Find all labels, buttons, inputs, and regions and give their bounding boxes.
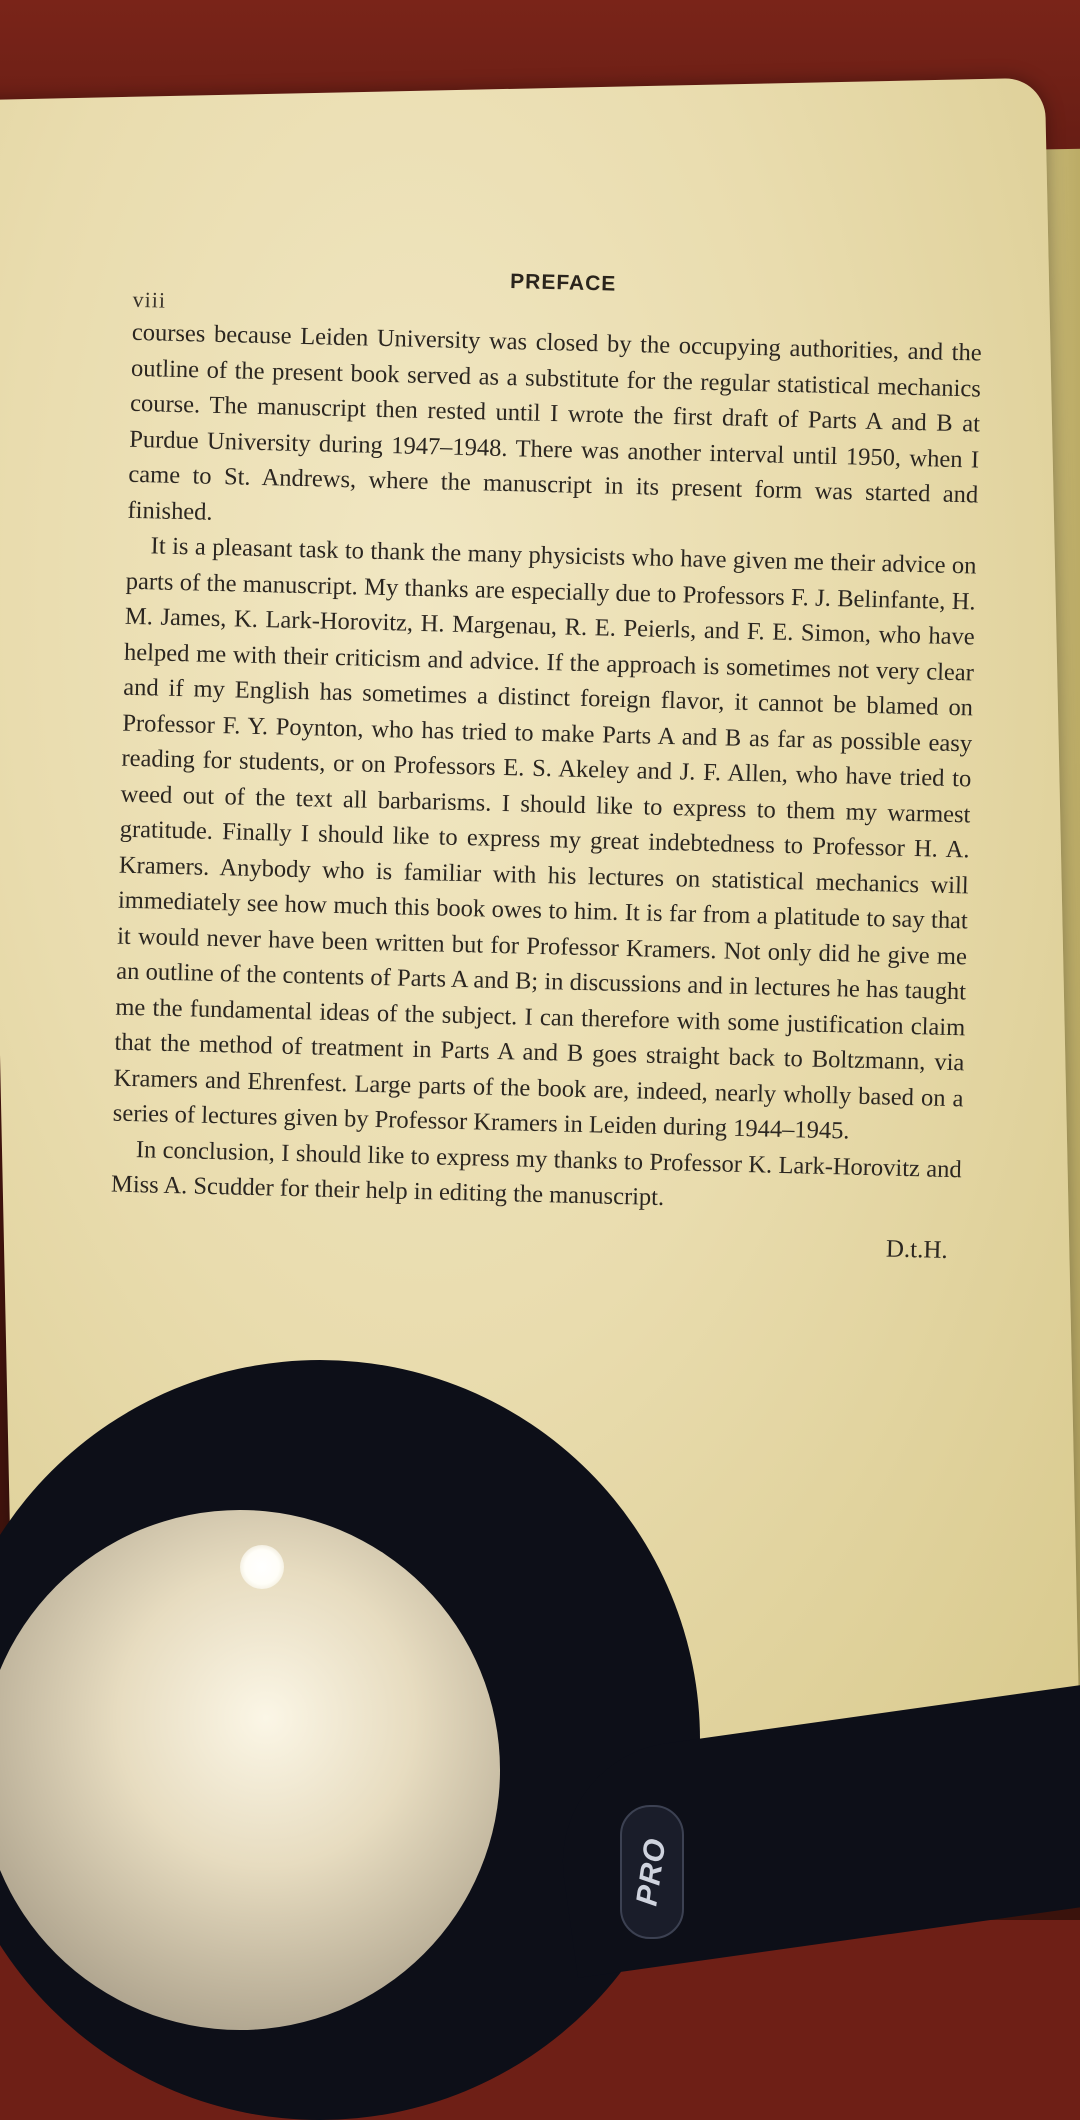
magnifier-brand-logo bbox=[620, 1805, 684, 1939]
lens-glare bbox=[240, 1545, 284, 1589]
preface-body bbox=[110, 315, 983, 1268]
brand-text: PRO bbox=[630, 1835, 673, 1908]
page-content bbox=[110, 267, 994, 1264]
page-title: PREFACE bbox=[509, 270, 617, 296]
magnifier-lens bbox=[0, 1510, 500, 2030]
signature: D.t.H. bbox=[885, 1235, 949, 1264]
paragraph-1: courses because Leiden University was closed by the occupying authorities, and the outline of the present book served as a substitute for the regular statistical mechanics course. The manuscript then rested until I wrote the first draft of Parts A and B at Purdue University during 1947–1948. There was another interval until 1950, when I came to St. Andrews, where the manuscript in its present form was started and finished. bbox=[127, 318, 983, 526]
paragraph-3: In conclusion, I should like to express my thanks to Professor K. Lark-Horovitz and Miss A. Scudder for their help in editing the manuscript. bbox=[110, 1135, 963, 1212]
paragraph-2: It is a pleasant task to thank the many physicists who have given me their advice on parts of the manuscript. My thanks are especially due to Professors F. J. Belinfante, H. M. James, K. Lark-Horovitz, H. Margenau, R. E. Peierls, and F. E. Simon, who have helped me with their criticism and advice. If the approach is sometimes not very clear and if my English has sometimes a distinct foreign flavor, it cannot be blamed on Professor F. Y. Poynton, who has tried to make Parts A and B as far as possible easy reading for students, or on Professors E. S. Akeley and J. F. Allen, who have tried to weed out of the text all barbarisms. I should like to express to them my warmest gratitude. Finally I should like to express my great indebtedness to Professor H. A. Kramers. Anybody who is familiar with his lectures on statistical mechanics will immediately see how much this book owes to him. It is far from a platitude to say that it would never have been written but for Professor Kramers. Not only did he give me an outline of the contents of Parts A and B; in discussions and in lectures he has taught me the fundamental ideas of the subject. I can therefore with some justification claim that the method of treatment in Parts A and B goes straight back to Boltzmann, via Kramers and Ehrenfest. Large parts of the book are, indeed, nearly wholly based on a series of lectures given by Professor Kramers in Leiden during 1944–1945. bbox=[112, 532, 977, 1145]
page-number: viii bbox=[132, 286, 167, 313]
